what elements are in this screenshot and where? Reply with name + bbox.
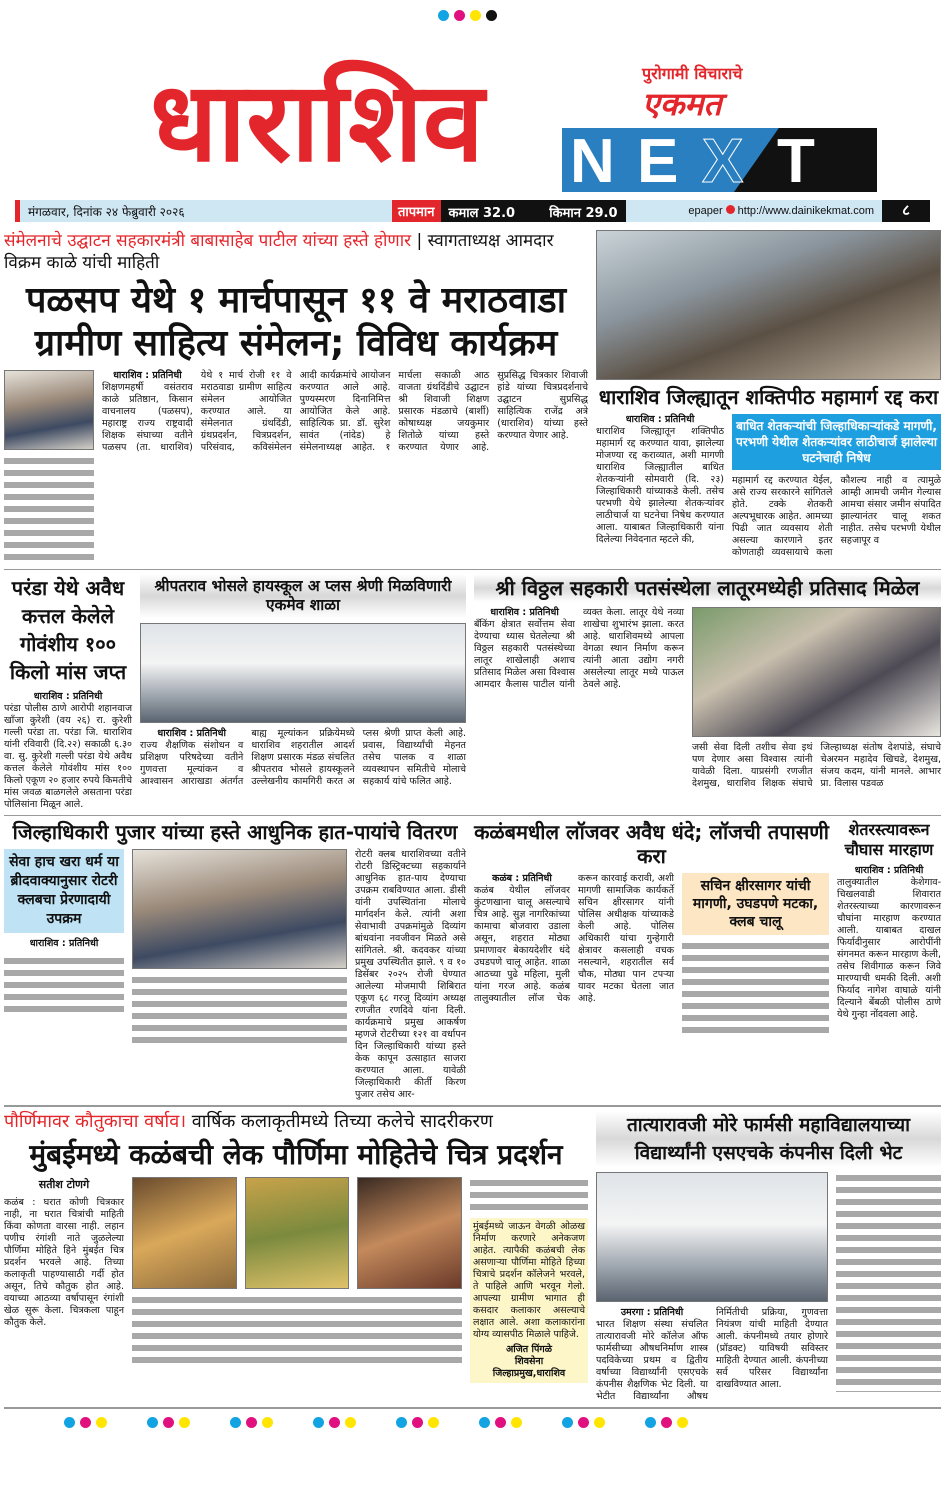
magenta-dot [454, 10, 465, 21]
dateline: उमरगा : प्रतिनिधी [620, 1307, 684, 1319]
portrait-photo [4, 370, 94, 450]
pharmacy-headline [596, 1111, 941, 1167]
pujar-body-wrap [4, 849, 466, 1101]
kicker-red: पौर्णिमावर कौतुकाचा वर्षाव। [4, 1111, 187, 1133]
article-text: महामार्ग रद्द करण्यात येईल, असे राज्य सरकारने सांगितले होते. टक्के शेतकरी अल्पभूधारक आहेत. आमच्या पिढी जात व्यवसाय शेती असल्या कारणाने इतर कोणताही व्यवसायाचे कला कौशल्य नाही व त्यामुळे आम्ही आमची जमीन गेल्यास आमचा संसार जमीन संपादित झाल्यानंतर चालू शकत नाहीत. तसेच परभणी येथील सहजापूर व [732, 475, 941, 558]
lead-headline [4, 279, 588, 365]
page-body [0, 226, 945, 1436]
row-3 [4, 816, 941, 1105]
kicker-red: संमेलनाचे उद्घाटन सहकारमंत्री बाबासाहेब पाटील यांच्या हस्ते होणार [4, 231, 412, 251]
painting-photo-2 [245, 1177, 350, 1289]
shaktipeeth-headline: धाराशिव जिल्ह्यातून शक्तिपीठ महामार्ग रद्द करा [598, 385, 939, 409]
pournima-left [4, 1177, 124, 1383]
signature-name: अजित पिंगळे [506, 1343, 552, 1355]
shaktipeeth-body-2 [732, 475, 941, 559]
kicker-black: वार्षिक कलाकृतीमध्ये तिच्या कलेचे सादरीकरण [191, 1111, 493, 1133]
date-bar [15, 200, 930, 222]
pujar-headline: जिल्हाधिकारी पुजार यांच्या हस्ते आधुनिक हात-पायांचे वितरण [12, 820, 458, 845]
quote-text: मुंबईमध्ये जाऊन वेगळी ओळख निर्माण करणारे अनेकजण आहेत. त्यापैकी कळंबची लेक असणाऱ्या पौर्णिमा मोहिते हिच्या चित्राचे प्रदर्शन कॉलेजने भरवले, ते पाहिले आणि भरवून गेलो. आपल्या ग्रामीण भागात ही कसदार कलाकार असल्याचे लक्षात आले. अशा कलाकारांना योग्य व्यासपीठ मिळाले पाहिजे. [473, 1220, 585, 1340]
pharmacy-photo [596, 1172, 828, 1302]
text-filler [4, 955, 124, 1015]
shaktipeeth-body-wrap [596, 414, 941, 559]
vitthal-right [692, 607, 941, 790]
shet-headline: शेतरस्त्यावरून चौघास मारहाण [844, 820, 934, 860]
painting-photo-3 [357, 1177, 462, 1289]
pournima-body-3 [470, 1177, 588, 1213]
lead-photo-col [4, 370, 94, 565]
pharmacy-body-1 [596, 1307, 828, 1403]
shaktipeeth-body-1 [596, 414, 724, 559]
signature-title: शिवसेना [514, 1355, 544, 1367]
pharmacy-story [596, 1111, 941, 1403]
lead-kicker [4, 230, 588, 274]
black-dot [486, 10, 497, 21]
pournima-story [4, 1111, 588, 1383]
masthead-title: धाराशिव [150, 58, 485, 186]
pournima-right [470, 1177, 588, 1383]
school-body [140, 728, 466, 788]
pournima-mid [132, 1177, 462, 1383]
epaper-url[interactable]: http://www.dainikekmat.com [737, 205, 874, 217]
page-header [0, 0, 945, 226]
shaktipeeth-highlight-box: बाधित शेतकऱ्यांची जिल्हाधिकाऱ्यांकडे मागणी, परभणी येथील शेतकऱ्यांवर लाठीचार्ज झालेल्या घटनेचाही निषेध [732, 414, 941, 470]
vitthal-body-wrap [474, 607, 941, 790]
article-text: जसी सेवा दिली तशीच सेवा इथं पण देणार असा विश्वास त्यांनी यावेळी दिला. याप्रसंगी रणजीत देशमुख, धाराशिव शिक्षक संघाचे जिल्हाध्यक्ष संतोष देशपांडे, संघाचे चेअरमन महादेव खिचडे, देशमुख, संजय कदम, यांनी मानले. आभार प्रा. विलास पडवळ [692, 742, 941, 790]
issue-date: मंगळवार, दिनांक २४ फेब्रुवारी २०२६ [28, 204, 185, 219]
pujar-body-2 [132, 974, 347, 1046]
dateline: धाराशिव : प्रतिनिधी [854, 865, 924, 877]
article-text: राज्य शैक्षणिक संशोधन व प्रशिक्षण परिषदेच्या वतीने गुणवत्ता मूल्यांकन व आश्वासन आराखडा अंतर्गत बाह्य मूल्यांकन प्रक्रियेमध्ये धाराशिव शहरातील आदर्श शिक्षण प्रसारक मंडळ संचलित श्रीपतराव भोसले हायस्कूलने उल्लेखनीय कामगिरी करत अ प्लस श्रेणी प्राप्त केली आहे. प्रवास, विद्यार्थ्यांची मेहनत तसेच पालक व शाळा व्यवस्थापन समितीचे मोलाचे सहकार्य यांचे फलित आहे. [140, 727, 466, 787]
shet-body [837, 865, 941, 1021]
kalamb-body-2 [682, 940, 829, 1036]
kalamb-highlight-box: सचिन क्षीरसागर यांची मागणी, उघडपणे मटका, क्लब चालू [682, 873, 829, 935]
dateline: धाराशिव : प्रतिनिधी [157, 727, 226, 739]
article-text: कळंब : घरात कोणी चित्रकार नाही, ना घरात चित्रांची माहिती किंवा कोणता वारसा नाही. लहान पणीच रंगांशी नाते जुळलेल्या पौर्णिमा मोहिते हिने मुंबईत चित्र प्रदर्शन भरवले आहे. तिच्या कलाकृती पाहण्यासाठी गर्दी होत असून, तिचे कौतुक होत आहे. वयाच्या आठव्या वर्षापासून रंगांशी खेळ सुरू केला. चित्रकला पाहून कौतुक केले. [4, 1196, 124, 1328]
pournima-kicker [4, 1111, 588, 1133]
pournima-body-wrap [4, 1177, 588, 1383]
paintings [132, 1177, 462, 1289]
pharmacy-body-2 [836, 1172, 941, 1392]
school-photo [140, 623, 466, 723]
vitthal-story [474, 574, 941, 790]
temperature-label: तापमान [392, 200, 441, 222]
next-letter: T [777, 128, 815, 192]
school-story [140, 574, 466, 787]
pournima-body-2 [132, 1294, 462, 1366]
article-text: कळंब येथील लॉजवर कुंटणखाना चालू असल्याचे चित्र आहे. सुज्ञ नागरिकांच्या कामाचा बोजवारा उडाला असून, शहरात मोठ्या प्रमाणावर बेकायदेशीर धंदे उघडपणे चालू आहेत. शाळा आठच्या पुढे महिला, मुली यांना गरज आहे. कळंब तालुक्यातील लॉज चेक करून कारवाई करावी, अशी मागणी सामाजिक कार्यकर्ते सचिन क्षीरसागर यांनी पोलिस अधीक्षक यांच्याकडे केली आहे. पोलिस अधिकारी यांचा गुन्हेगारी क्षेत्रावर कसलाही वचक नसल्याने, शहरातील सर्व चौक, मोठ्या पान टपऱ्या यावर मटका घेतला जात आहे. [474, 873, 674, 1005]
article-text: शिक्षणमहर्षी वसंतराव काळे प्रतिष्ठान, किसान वाचनालय (पळसप), महाराष्ट्र राज्य राष्ट्रवादी शिक्षक संघाच्या वतीने पळसप (ता. धाराशिव) येथे १ मार्च रोजी ११ वे मराठवाडा ग्रामीण साहित्य संमेलन आयोजित करण्यात आले. या संमेलनात ग्रंथदिंडी, ग्रंथप्रदर्शन, चित्रप्रदर्शन, परिसंवाद, कविसंमेलन आदी कार्यक्रमांचे आयोजन करण्यात आले आहे. पुण्यस्मरण दिनानिमित्त आयोजित केले आहे. साहित्यिक प्रा. डॉ. सुरेश सावंत (नांदेड) हे संमेलनाध्यक्ष आहेत. १ मार्चला सकाळी आठ वाजता ग्रंथदिंडीचे उद्घाटन श्री शिवाजी शिक्षण प्रसारक मंडळाचे (बार्शी) कोषाध्यक्ष जयकुमार शितोळे यांच्या हस्ते करण्यात येणार आहे. सुप्रसिद्ध चित्रकार शिवाजी हांडे यांच्या चित्रप्रदर्शनाचे उद्घाटन सुप्रसिद्ध साहित्यिक राजेंद्र अत्रे (धाराशिव) यांच्या हस्ते करण्यात येणार आहे. [102, 370, 588, 454]
lead-body-wrap [4, 370, 588, 565]
dateline: धाराशिव : प्रतिनिधी [33, 691, 103, 703]
paranda-body [4, 691, 132, 811]
registration-marks-top [438, 10, 497, 21]
rotary-highlight-box: सेवा हाच खरा धर्म या ब्रीदवाक्यानुसार रोटरी क्लबचा प्रेरणादायी उपक्रम [4, 849, 124, 933]
vitthal-body-2 [692, 742, 941, 790]
temperature-readout [441, 200, 626, 222]
headline-line: ग्रामीण साहित्य संमेलन; विविध कार्यक्रम [34, 323, 558, 365]
pujar-story [4, 820, 466, 1101]
dateline: धाराशिव : प्रतिनिधी [625, 414, 695, 425]
next-logo [562, 128, 877, 192]
next-letter: E [637, 128, 679, 192]
cyan-dot [438, 10, 449, 21]
pharmacy-body-wrap [596, 1172, 941, 1403]
kalamb-story [474, 820, 829, 1036]
max-temp: कमाल 32.0 [448, 206, 516, 221]
brand-logo: एकमत [642, 85, 722, 123]
shet-story [837, 820, 941, 1021]
kalamb-headline: कळंबमधील लॉजवर अवैध धंदे; लॉजची तपासणी करा [474, 820, 829, 869]
article-text: भारत शिक्षण संस्था संचलित तात्यारावजी मोरे कॉलेज ऑफ फार्मसीच्या औषधनिर्माण शास्त्र पदविकेच्या प्रथम व द्वितीय वर्षाच्या विद्यार्थ्यांनी एसएचके कंपनीस शैक्षणिक भेट दिली. या भेटीत विद्यार्थ्यांना औषध निर्मितीची प्रक्रिया, गुणवत्ता नियंत्रण यांची माहिती देण्यात आली. कंपनीमध्ये तयार होणारे (प्रॉडक्ट) याविषयी सविस्तर माहिती देण्यात आली. कंपनीच्या सर्व परिसर विद्यार्थ्यांना दाखविण्यात आला. [596, 1307, 828, 1403]
vitthal-photo [692, 607, 941, 737]
shaktipeeth-photo [596, 230, 941, 380]
signature-place: जिल्हाप्रमुख,धाराशिव [492, 1367, 566, 1379]
article-text: धाराशिव जिल्ह्यातून शक्तिपीठ महामार्ग रद्द करण्यात यावा, झालेल्या मोजण्या रद्द कराव्यात, अशी मागणी धाराशिव जिल्ह्यातील बाधित शेतकऱ्यांनी सोमवारी (दि. २३) जिल्हाधिकारी यांच्याकडे केली. तसेच परभणी येथे झालेल्या शेतकऱ्यांवर लाठीचार्ज या घटनेचा निषेध करण्यात आला. याबाबत जिल्हाधिकारी यांना दिलेल्या निवेदनात म्हटले की, [596, 426, 724, 545]
dateline: धाराशिव : प्रतिनिधी [29, 938, 99, 950]
pujar-left [4, 849, 124, 1101]
kalamb-right [682, 873, 829, 1036]
epaper-label: epaper [688, 205, 723, 217]
shaktipeeth-story [596, 230, 941, 559]
paranda-headline: परंडा येथे अवैध कत्तल केलेले गोवंशीय १०० किलो मांस जप्त [9, 576, 127, 685]
lead-story [4, 230, 588, 565]
painting-photo-1 [132, 1177, 237, 1289]
globe-icon [726, 205, 735, 214]
school-headline: श्रीपतराव भोसले हायस्कूल अ प्लस श्रेणी मिळविणारी एकमेव शाळा [140, 574, 466, 617]
headline-line: पळसप येथे १ मार्चपासून ११ वे मराठवाडा [25, 280, 567, 321]
quote-box [470, 1218, 588, 1383]
min-temp: किमान 29.0 [549, 206, 618, 221]
dateline: कळंब : प्रतिनिधी [492, 873, 552, 885]
article-text: रोटरी क्लब धाराशिवच्या वतीने रोटरी डिस्ट्रिक्टच्या सहकार्याने आधुनिक हात-पाय देण्याचा उपक्रम राबविण्यात आला. डीसी यांनी उपस्थितांना मोलाचे मार्गदर्शन केले. त्यांनी अशा सेवाभावी उपक्रमांमुळे दिव्यांग बांधवांना नवजीवन मिळते असे सांगितले. श्री. कदवकर यांच्या प्रमुख उपस्थितीत झाले. ९ व १० डिसेंबर २०२५ रोजी घेण्यात आलेल्या मोजमापी शिबिरात एकूण ६८ गरजू दिव्यांग अध्यक्ष रणजीत रणदिवे यांना दिली. कार्यक्रमाचे प्रमुख आकर्षण म्हणजे रोटरीच्या १२१ वा वर्धापन दिन जिल्हाधिकारी यांच्या हस्ते केक कापून उत्साहात साजरा करण्यात आला. यावेळी जिल्हाधिकारी कीर्ती किरण पुजार तसेच आर- [355, 849, 466, 1101]
next-letter: X [702, 128, 744, 192]
vitthal-body-1 [474, 607, 684, 790]
pournima-headline: मुंबईमध्ये कळंबची लेक पौर्णिमा मोहितेचे चित्र प्रदर्शन [29, 1138, 563, 1172]
vitthal-headline: श्री विठ्ठल सहकारी पतसंस्थेला लातूरमध्येही प्रतिसाद मिळेल [474, 574, 941, 602]
row-2 [4, 570, 941, 815]
headline-line: तात्यारावजी मोरे फार्मसी महाविद्यालयाच्या [626, 1114, 911, 1137]
registration-marks-bottom [4, 1409, 941, 1436]
row-4 [4, 1107, 941, 1407]
masthead-tagline: पुरोगामी विचाराचे [642, 64, 743, 83]
headline-line: विद्यार्थ्यांनी एसएचके कंपनीस दिली भेट [634, 1142, 903, 1165]
yellow-dot [470, 10, 481, 21]
dateline: धाराशिव : प्रतिनिधी [490, 607, 559, 619]
kicker-black: | स्वागताध्यक्ष आमदार विक्रम काळे यांची माहिती [4, 231, 554, 273]
prosthetics-photo [132, 849, 347, 969]
pharmacy-left [596, 1172, 828, 1403]
byline: सतीश टोणगे [38, 1177, 90, 1191]
epaper-link[interactable] [688, 205, 874, 217]
page-number: ८ [882, 200, 930, 222]
article-text: परंडा पोलीस ठाणे आरोपी शहानवाज खाँजा कुरेशी (वय २६) रा. कुरेशी गल्ली परंडा ता. परंडा जि. धाराशिव यांनी रविवारी (दि.२२) सकाळी ६.३० वा. सु. कुरेशी गल्ली परंडा येथे अवैध कत्तल केलेले गोवंशीय मांस १०० किलो एकूण २० हजार रुपये किमतीचे मांस जवळ बाळगलेले असताना परंडा पोलिसांना मिळून आले. [4, 703, 132, 811]
kalamb-body-1 [474, 873, 674, 1036]
pujar-body-1 [4, 938, 124, 950]
shaktipeeth-right [732, 414, 941, 559]
lead-body [102, 370, 588, 565]
pujar-body-3 [355, 849, 466, 1101]
paranda-story [4, 574, 132, 811]
article-text: तालुक्यातील केशेगाव-चिखलवाडी शिवारात शेतरस्त्याच्या कारणावरून चौघांना मारहाण करण्यात आली. याबाबत दाखल फिर्यादीनुसार आरोपींनी संगनमत करून मारहाण केली, तसेच शिवीगाळ करून जिवे मारण्याची धमकी दिली. अशी फिर्याद नागेश वाघाळे यांनी दिल्याने बेंबळी पोलीस ठाणे येथे गुन्हा नोंदवला आहे. [837, 877, 941, 1021]
kalamb-body-wrap [474, 873, 829, 1036]
dateline: धाराशिव : प्रतिनिधी [113, 370, 182, 382]
pournima-body-1 [4, 1197, 124, 1329]
pujar-mid [132, 849, 347, 1101]
row-lead [4, 226, 941, 569]
text-filler [4, 455, 94, 565]
next-letter: N [570, 128, 615, 192]
article-text: बँकिंग क्षेत्रात सर्वोत्तम सेवा देण्याचा ध्यास घेतलेल्या श्री विठ्ठल सहकारी पतसंस्थेच्या लातूर शाखेलाही अशाच प्रतिसाद मिळेल असा विश्वास आमदार कैलास पाटील यांनी व्यक्त केला. लातूर येथे नव्या शाखेचा शुभारंभ झाला. करत आहे. धाराशिवमध्ये आपला वेगळा स्थान निर्माण करून त्यांनी आता उद्योग नगरी असलेल्या लातूर मध्ये पाऊल ठेवले आहे. [474, 607, 684, 691]
